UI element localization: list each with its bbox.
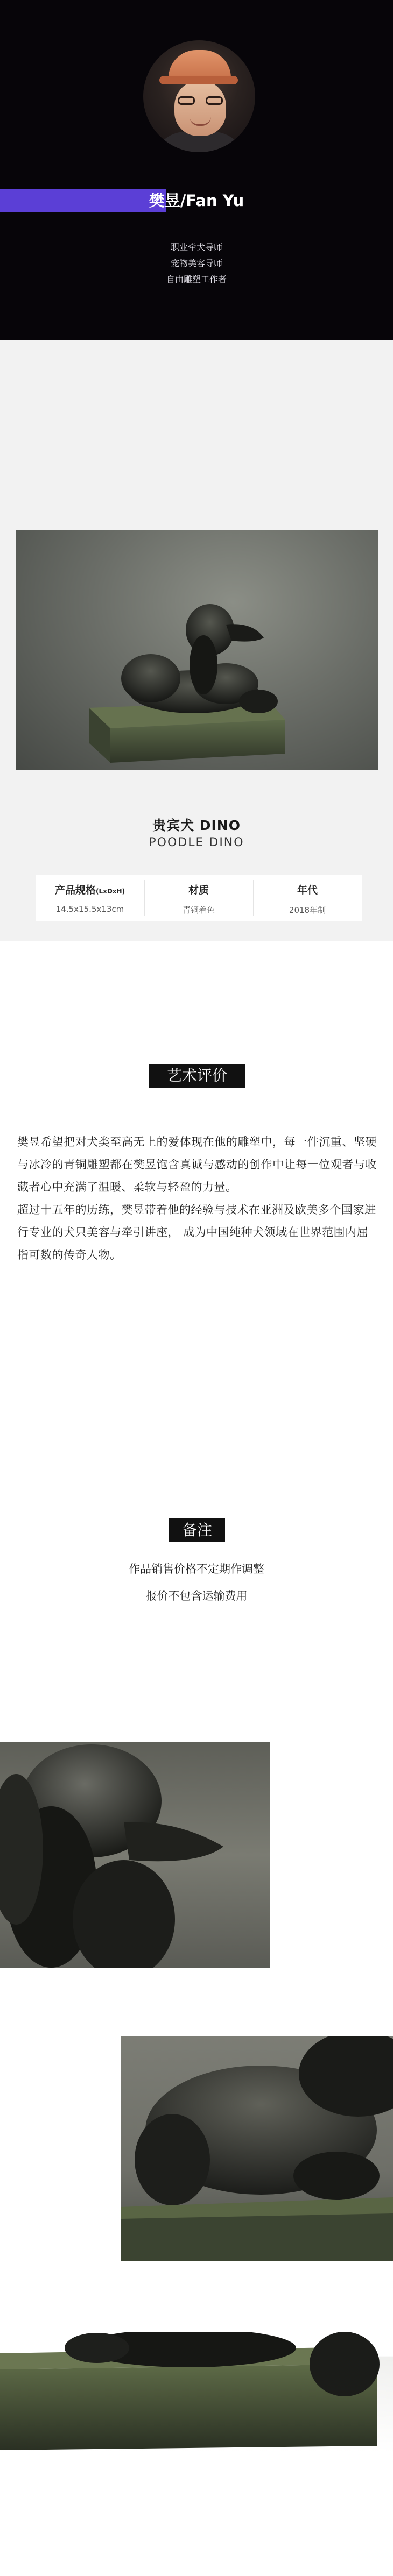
review-paragraph: 超过十五年的历练，樊昱带着他的经验与技术在亚洲及欧美多个国家进行专业的犬只美容与牵引讲座， 成为中国纯种犬领域在世界范围内屈指可数的传奇人物。	[17, 1203, 376, 1261]
detail-photo-base	[0, 2332, 393, 2452]
notes-heading: 备注	[169, 1518, 225, 1542]
artist-title: 职业牵犬导师	[170, 242, 222, 252]
product-title: 贵宾犬 DINO	[152, 818, 241, 833]
spec-material	[144, 875, 253, 921]
product-photo	[16, 530, 378, 770]
artist-avatar	[143, 40, 255, 152]
detail-photo-head	[0, 1742, 270, 1968]
artist-title: 宠物美容导师	[170, 258, 222, 268]
spec-value: 青铜着色	[182, 905, 215, 915]
spec-label: 材质	[188, 884, 209, 896]
spec-value: 2018年制	[289, 905, 326, 915]
review-heading: 艺术评价	[149, 1064, 245, 1088]
spec-label-suffix: (LxDxH)	[95, 888, 125, 895]
product-subtitle: POODLE DINO	[149, 836, 244, 849]
artist-titles	[0, 239, 393, 288]
review-paragraph: 樊昱希望把对犬类至高无上的爱体现在他的雕塑中，每一件沉重、坚硬与冰冷的青铜雕塑都在樊昱饱含真诚与感动的创作中让每一位观者与收藏者心中充满了温暖、柔软与轻盈的力量。	[17, 1136, 377, 1194]
spec-year	[253, 875, 362, 921]
note-line: 作品销售价格不定期作调整	[129, 1563, 264, 1576]
spec-value: 14.5x15.5x13cm	[55, 904, 124, 914]
spec-label: 年代	[297, 884, 318, 896]
detail-photo-body	[121, 2036, 393, 2261]
artist-header	[0, 0, 393, 340]
spec-size	[36, 875, 144, 921]
note-line: 报价不包含运输费用	[145, 1589, 248, 1602]
product-section	[0, 340, 393, 941]
artist-title: 自由雕塑工作者	[166, 274, 227, 285]
review-text	[17, 1131, 377, 1266]
artist-name: 樊昱/Fan Yu	[149, 191, 244, 210]
spec-label: 产品规格	[54, 884, 96, 896]
notes-list	[0, 1556, 393, 1609]
spec-card	[36, 875, 362, 921]
